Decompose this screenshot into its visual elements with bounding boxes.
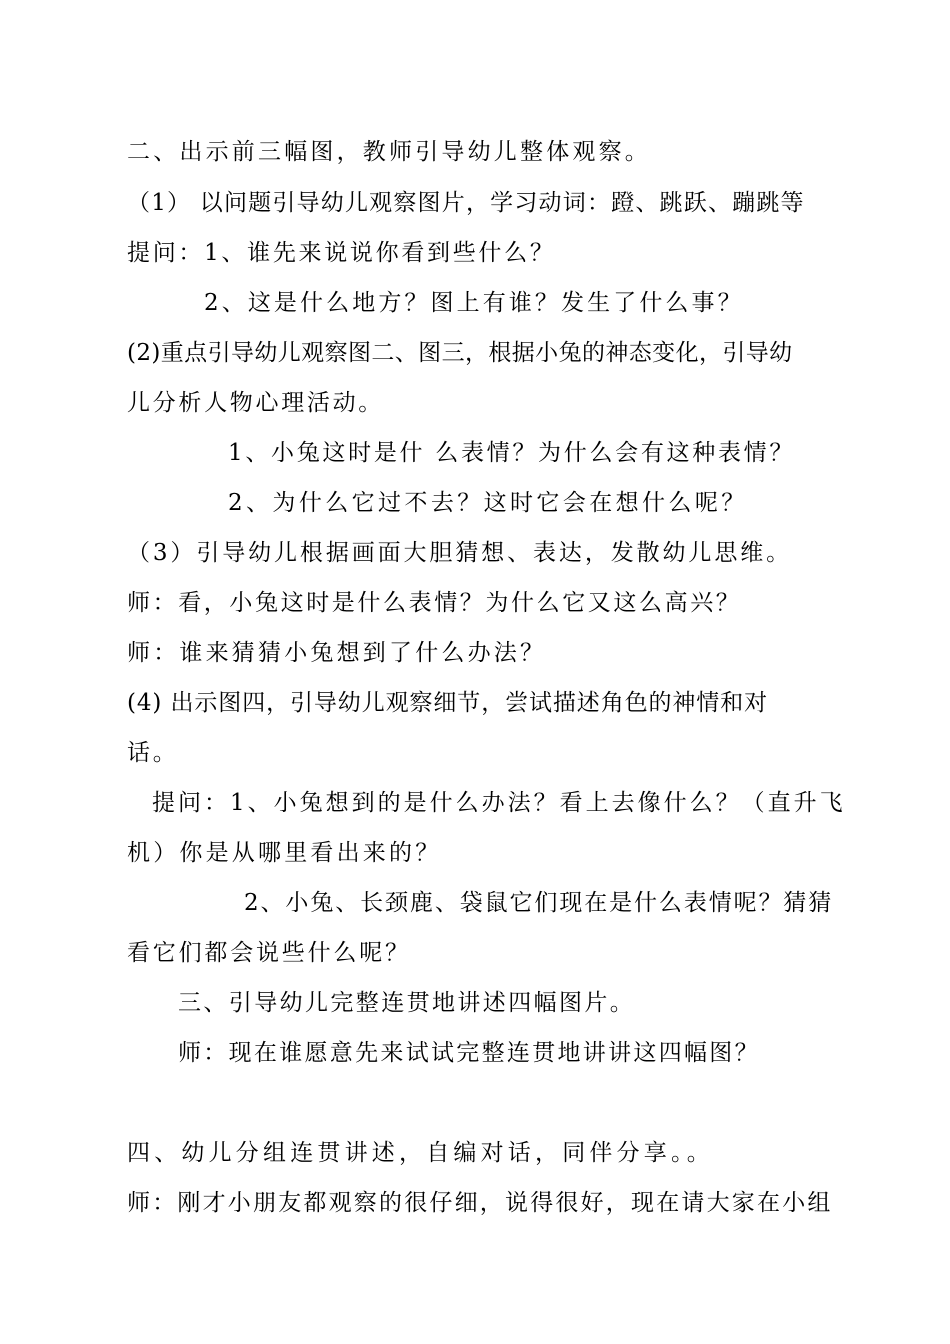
step-4-continuation: 话。 [127, 740, 179, 766]
section-heading-4: 四、幼儿分组连贯讲述，自编对话，同伴分享。。 [127, 1140, 714, 1166]
step-4-question-1-continuation: 机）你是从哪里看出来的？ [127, 840, 442, 866]
teacher-line-3: 师：现在谁愿意先来试试完整连贯地讲讲这四幅图？ [178, 1040, 760, 1066]
step-2-question-2: 2、为什么它过不去？这时它会在想什么呢？ [228, 490, 748, 516]
section-heading-2: 二、出示前三幅图，教师引导幼儿整体观察。 [127, 139, 651, 165]
step-4-question-2: 2、小兔、长颈鹿、袋鼠它们现在是什么表情呢？猜猜 [244, 890, 834, 916]
question-1: 提问：1、谁先来说说你看到些什么？ [127, 240, 556, 266]
teacher-line-4: 师：刚才小朋友都观察的很仔细，说得很好，现在请大家在小组 [127, 1190, 833, 1216]
step-2-heading: (2)重点引导幼儿观察图二、图三，根据小兔的神态变化，引导幼 [127, 340, 793, 366]
step-4-question-2-continuation: 看它们都会说些什么呢？ [127, 940, 411, 966]
teacher-line-2: 师：谁来猜猜小兔想到了什么办法？ [127, 640, 547, 666]
step-2-continuation: 儿分析人物心理活动。 [127, 390, 384, 416]
step-2-question-1: 1、小兔这时是什 么表情？为什么会有这种表情？ [228, 440, 796, 466]
teacher-line-1: 师：看，小兔这时是什么表情？为什么它又这么高兴？ [127, 590, 742, 616]
step-1-heading: （1） 以问题引导幼儿观察图片，学习动词：蹬、跳跃、蹦跳等 [127, 190, 805, 216]
step-4-heading: (4) 出示图四，引导幼儿观察细节，尝试描述角色的神情和对 [127, 690, 768, 716]
step-3-heading: （3）引导幼儿根据画面大胆猜想、表达，发散幼儿思维。 [127, 540, 793, 566]
section-heading-3: 三、引导幼儿完整连贯地讲述四幅图片。 [178, 990, 636, 1016]
question-2: 2、这是什么地方？图上有谁？发生了什么事？ [204, 290, 744, 316]
step-4-question-1: 提问：1、小兔想到的是什么办法？看上去像什么？（直升飞 [152, 790, 846, 816]
